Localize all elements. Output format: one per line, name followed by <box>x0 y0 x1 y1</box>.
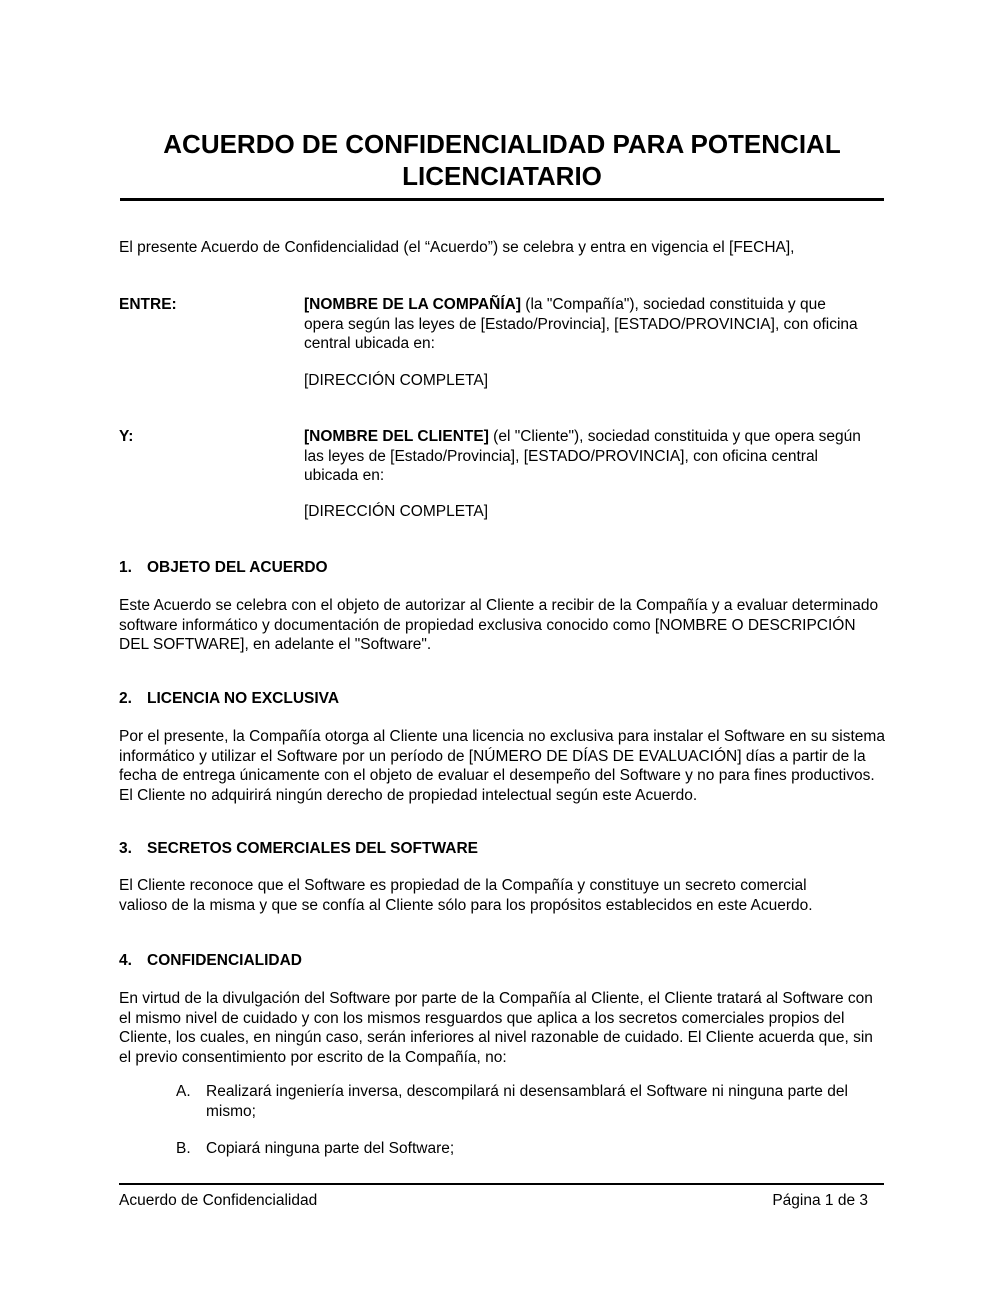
footer-document-name: Acuerdo de Confidencialidad <box>119 1192 318 1209</box>
list-item <box>176 1082 876 1121</box>
section-number: 2. <box>119 690 132 707</box>
list-item-letter: A. <box>176 1083 191 1100</box>
client-description-text: (el "Cliente"), sociedad constituida y que opera según las leyes de [Estado/Provincia], [ESTADO/PROVINCIA], con oficina central ubicada en: <box>304 428 861 484</box>
section-title: SECRETOS COMERCIALES DEL SOFTWARE <box>147 840 478 857</box>
intro-paragraph: El presente Acuerdo de Confidencialidad (el “Acuerdo”) se celebra y entra en vigencia el [FECHA], <box>119 239 795 256</box>
list-item <box>176 1139 876 1159</box>
section-4-body: En virtud de la divulgación del Software por parte de la Compañía al Cliente, el Cliente tratará al Software con el mismo nivel de cuidado y con los mismos resguardos que aplica a los secretos comerciales propios del Cliente, los cuales, en ningún caso, serán inferiores al nivel razonable de cuidado. El Cliente acuerda que, sin el previo consentimiento por escrito de la Compañía, no: <box>119 990 873 1066</box>
section-number: 3. <box>119 840 132 857</box>
section-title: OBJETO DEL ACUERDO <box>147 559 328 576</box>
title-line-2: LICENCIATARIO <box>402 161 602 191</box>
section-1-heading <box>119 558 328 578</box>
company-description-text: (la "Compañía"), sociedad constituida y que opera según las leyes de [Estado/Provincia], [ESTADO/PROVINCIA], con oficina central ubicada en: <box>304 296 858 352</box>
party-label-entre: ENTRE: <box>119 296 177 313</box>
section-3-body: El Cliente reconoce que el Software es propiedad de la Compañía y constituye un secreto comercial valioso de la misma y que se confía al Cliente sólo para los propósitos establecidos en este Acuerdo. <box>119 877 813 914</box>
company-address: [DIRECCIÓN COMPLETA] <box>304 372 489 389</box>
party-label-y: Y: <box>119 428 134 445</box>
party-client-description <box>304 427 864 486</box>
section-4-heading <box>119 951 302 971</box>
title-line-1: ACUERDO DE CONFIDENCIALIDAD PARA POTENCIAL <box>163 129 841 159</box>
section-1-body: Este Acuerdo se celebra con el objeto de autorizar al Cliente a recibir de la Compañía y a evaluar determinado software informático y documentación de propiedad exclusiva conocido como [NOMBRE O DESCRIPCIÓN DEL SOFTWARE], en adelante el "Software". <box>119 597 879 653</box>
list-item-text: Copiará ninguna parte del Software; <box>206 1140 455 1157</box>
section-2-heading <box>119 689 339 709</box>
section-number: 1. <box>119 559 132 576</box>
footer-page-number: Página 1 de 3 <box>772 1192 868 1209</box>
section-title: LICENCIA NO EXCLUSIVA <box>147 690 340 707</box>
company-name-placeholder: [NOMBRE DE LA COMPAÑÍA] <box>304 296 521 313</box>
list-item-text: Realizará ingeniería inversa, descompilará ni desensamblará el Software ni ninguna parte del mismo; <box>206 1083 848 1120</box>
client-name-placeholder: [NOMBRE DEL CLIENTE] <box>304 428 489 445</box>
list-item-letter: B. <box>176 1140 191 1157</box>
client-address: [DIRECCIÓN COMPLETA] <box>304 503 489 520</box>
footer-divider <box>119 1183 884 1185</box>
document-title <box>120 128 884 192</box>
section-number: 4. <box>119 952 132 969</box>
section-2-body: Por el presente, la Compañía otorga al Cliente una licencia no exclusiva para instalar el Software en su sistema informático y utilizar el Software por un período de [NÚMERO DE DÍAS DE EVALUACIÓN] días a partir de la fecha de entrega únicamente con el objeto de evaluar el desempeño del Software y no para fines productivos. El Cliente no adquirirá ningún derecho de propiedad intelectual según este Acuerdo. <box>119 728 885 804</box>
section-3-heading <box>119 839 478 859</box>
section-title: CONFIDENCIALIDAD <box>147 952 302 969</box>
party-company-description <box>304 295 864 354</box>
title-divider <box>120 198 884 201</box>
